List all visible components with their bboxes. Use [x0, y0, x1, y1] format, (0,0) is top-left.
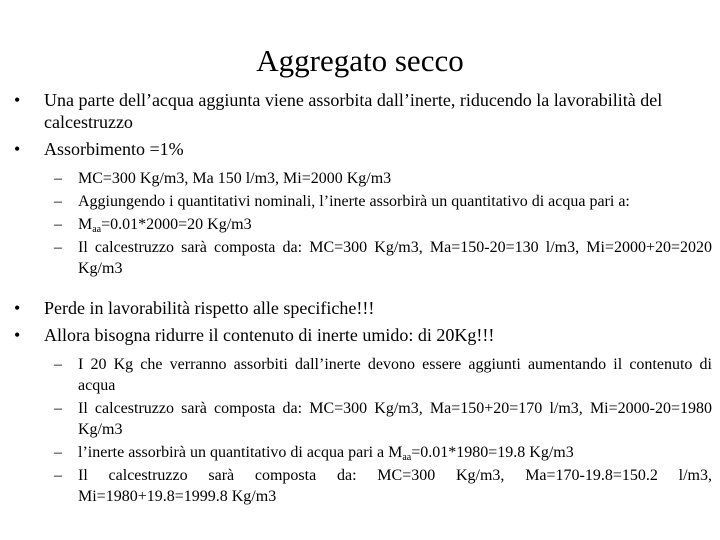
sub-item [12, 465, 712, 507]
sub-list [12, 354, 712, 507]
bullet-marker: • [14, 90, 21, 110]
section-2 [12, 297, 712, 511]
sub-item-text: Il calcestruzzo sarà composta da: MC=300 Kg/m3, Ma=150+20=170 l/m3, Mi=2000-20=1980 Kg/m3 [78, 400, 712, 438]
dash-marker: – [54, 193, 62, 210]
formula-subscript: aa [92, 224, 102, 235]
bullet-marker: • [14, 298, 21, 318]
bullet-marker: • [14, 325, 21, 345]
bullet-text: Perde in lavorabilità rispetto alle specifiche!!! [44, 298, 375, 318]
sub-item [12, 168, 712, 189]
formula-prefix: l’inerte assorbirà un quantitativo di acqua pari a M [78, 444, 403, 461]
sub-item [12, 214, 712, 235]
sub-item [12, 442, 712, 463]
formula-prefix: M [78, 216, 93, 233]
formula-subscript: aa [402, 452, 412, 463]
sub-item-text: I 20 Kg che verranno assorbiti dall’inerte devono essere aggiunti aumentando il contenuto di acqua [78, 356, 712, 394]
sub-item [12, 398, 712, 440]
sub-item-text: Il calcestruzzo sarà composta da: MC=300 Kg/m3, Ma=170-19.8=150.2 l/m3, Mi=1980+19.8=1999.8 Kg/m3 [78, 467, 712, 505]
section-1 [12, 89, 712, 283]
dash-marker: – [54, 170, 62, 187]
formula-suffix: =0.01*2000=20 Kg/m3 [101, 216, 252, 233]
bullet-text: Allora bisogna ridurre il contenuto di inerte umido: di 20Kg!!! [44, 325, 495, 345]
sub-list [12, 168, 712, 279]
dash-marker: – [54, 467, 62, 484]
bullet-item [12, 324, 712, 346]
dash-marker: – [54, 444, 62, 461]
dash-marker: – [54, 400, 62, 417]
sub-item-text: Il calcestruzzo sarà composta da: MC=300 Kg/m3, Ma=150-20=130 l/m3, Mi=2000+20=2020 Kg/m3 [78, 239, 712, 277]
bullet-item [12, 138, 712, 160]
formula-suffix: =0.01*1980=19.8 Kg/m3 [411, 444, 574, 461]
slide-title: Aggregato secco [256, 43, 464, 78]
bullet-item [12, 297, 712, 319]
bullet-item [12, 89, 712, 133]
sub-item [12, 354, 712, 396]
sub-item-text: MC=300 Kg/m3, Ma 150 l/m3, Mi=2000 Kg/m3 [78, 170, 392, 187]
bullet-text: Assorbimento =1% [44, 139, 184, 159]
dash-marker: – [54, 216, 62, 233]
sub-item [12, 191, 712, 212]
sub-item-text: Aggiungendo i quantitativi nominali, l’inerte assorbirà un quantitativo di acqua pari a: [78, 193, 630, 210]
dash-marker: – [54, 239, 62, 256]
bullet-marker: • [14, 139, 21, 159]
sub-item [12, 237, 712, 279]
bullet-text: Una parte dell’acqua aggiunta viene assorbita dall’inerte, riducendo la lavorabilità del calcestruzzo [44, 90, 663, 132]
dash-marker: – [54, 356, 62, 373]
